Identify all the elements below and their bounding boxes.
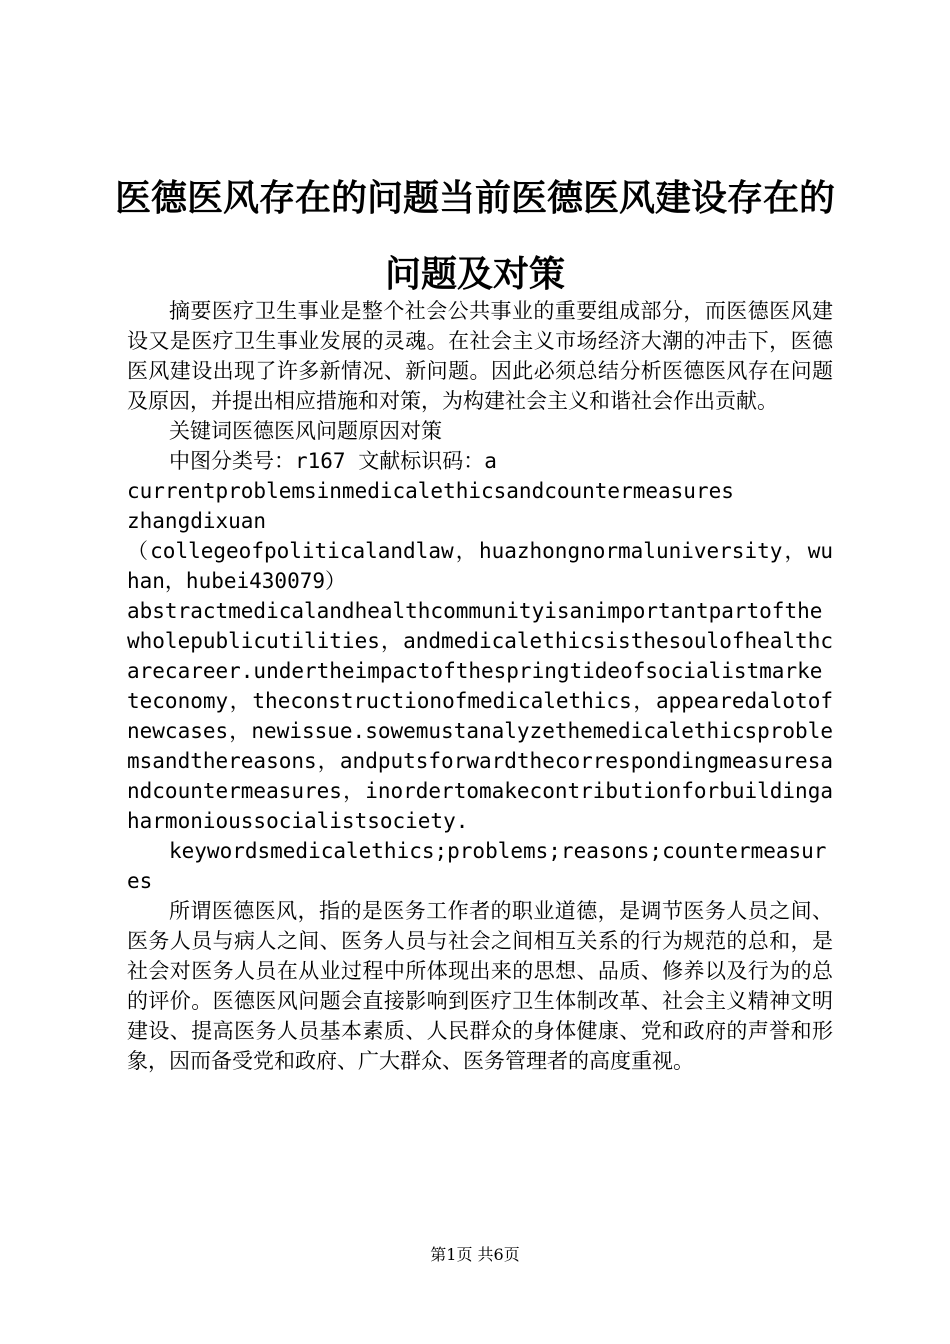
title-line-2: 问题及对策 [384,253,565,295]
classification-code: 中图分类号：r167 文献标识码：a [169,449,497,473]
document-title [100,160,850,312]
title-en: currentproblemsinmedicalethicsandcountermeasures [127,479,734,503]
keywords-cn: 关键词医德医风问题原因对策 [169,419,442,443]
keywords-en: keywordsmedicalethics;problems;reasons;countermeasures [127,839,827,893]
abstract-en: abstractmedicalandhealthcommunityisanimportantpartofthewholepublicutilities，andmedicalethicsisthesoulofhealthcarecareer.undertheimpactofthespringtideofsocialistmarketeconomy，theconstructionofmedicalethics，appearedalotofnewcases，newissue.sowemustanalyzethemedicalethicsproblemsandthereasons，andputsforwardthecorrespondingmeasuresandcountermeasures，inordertomakecontributionforbuildingaharmonioussocialistsociety. [127,599,833,833]
body-paragraph: 所谓医德医风，指的是医务工作者的职业道德，是调节医务人员之间、医务人员与病人之间、医务人员与社会之间相互关系的行为规范的总和，是社会对医务人员在从业过程中所体现出来的思想、品质、修养以及行为的总的评价。医德医风问题会直接影响到医疗卫生体制改革、社会主义精神文明建设、提高医务人员基本素质、人民群众的身体健康、党和政府的声誉和形象，因而备受党和政府、广大群众、医务管理者的高度重视。 [127,899,833,1073]
author-name: zhangdixuan [127,509,267,533]
document-body [127,296,833,1076]
page-footer: 第1页 共6页 [430,1245,520,1264]
title-line-1: 医德医风存在的问题当前医德医风建设存在的 [114,177,835,219]
author-affiliation: （collegeofpoliticalandlaw，huazhongnormaluniversity，wuhan，hubei430079） [127,539,833,593]
abstract-cn: 摘要医疗卫生事业是整个社会公共事业的重要组成部分，而医德医风建设又是医疗卫生事业发展的灵魂。在社会主义市场经济大潮的冲击下，医德医风建设出现了许多新情况、新问题。因此必须总结分析医德医风存在问题及原因，并提出相应措施和对策，为构建社会主义和谐社会作出贡献。 [127,299,833,413]
